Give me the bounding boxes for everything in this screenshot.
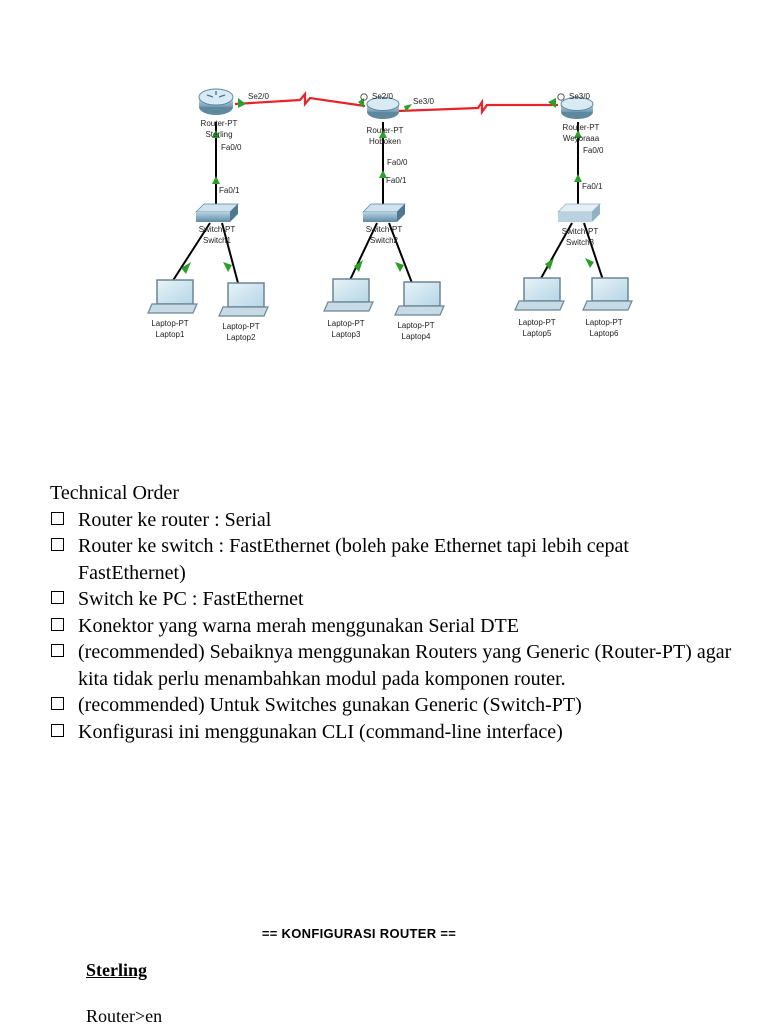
laptop-type-label: Laptop-PT (151, 319, 189, 328)
list-item (50, 586, 740, 613)
switch-type-label: Switch-PT (365, 225, 403, 234)
laptop1-icon[interactable] (148, 280, 197, 313)
router-sterling-icon[interactable] (199, 89, 233, 115)
switch-name-label: Switch2 (369, 236, 399, 245)
list-item (50, 719, 740, 746)
laptop-name-label: Laptop4 (401, 332, 431, 341)
port-markers (181, 98, 594, 274)
laptop5-icon[interactable] (515, 278, 564, 310)
checkbox-icon (51, 538, 64, 551)
laptop2-icon[interactable] (219, 283, 268, 316)
list-item-text: Switch ke PC : FastEthernet (78, 588, 304, 610)
technical-order-title: Technical Order (50, 482, 180, 504)
laptop4-icon[interactable] (395, 282, 444, 315)
list-item (50, 507, 740, 534)
list-item-text: Router ke router : Serial (78, 508, 272, 531)
router-name-label: Sterling (205, 130, 233, 139)
laptop-type-label: Laptop-PT (397, 321, 435, 330)
port-label: Fa0/1 (582, 182, 603, 191)
switch-type-label: Switch-PT (561, 227, 599, 236)
laptop-name-label: Laptop6 (589, 329, 619, 338)
port-label: Se3/0 (413, 97, 434, 106)
router-type-label: Router-PT (366, 126, 404, 135)
config-heading (0, 926, 768, 941)
port-label: Se2/0 (248, 92, 269, 101)
list-item-text: (recommended) Sebaiknya menggunakan Routers yang Generic (Router-PT) agar kita tidak perlu menambahkan modul pada komponen router. (78, 641, 732, 690)
checkbox-icon (51, 512, 64, 525)
laptop-type-label: Laptop-PT (222, 322, 260, 331)
checkbox-icon (51, 591, 64, 604)
list-item-text: Konektor yang warna merah menggunakan Serial DTE (78, 614, 519, 637)
laptop-name-label: Laptop1 (155, 330, 185, 339)
switch1-icon[interactable] (196, 204, 238, 222)
network-topology-diagram (0, 0, 768, 360)
list-item-text: Konfigurasi ini menggunakan CLI (command-line interface) (78, 720, 563, 743)
laptop3-icon[interactable] (324, 279, 373, 311)
switch-type-label: Switch-PT (198, 225, 236, 234)
switch-name-label: Switch3 (565, 238, 595, 247)
checkbox-icon (51, 724, 64, 737)
list-item (50, 613, 740, 640)
router-name-label: Hoboken (368, 137, 402, 146)
router-section-title: Sterling (86, 960, 147, 980)
port-label: Fa0/0 (221, 143, 242, 152)
list-item-text: (recommended) Untuk Switches gunakan Generic (Switch-PT) (78, 694, 582, 716)
checkbox-icon (51, 644, 64, 657)
switch2-icon[interactable] (363, 204, 405, 222)
laptop-type-label: Laptop-PT (518, 318, 556, 327)
switch3-icon[interactable] (558, 204, 600, 222)
port-label: Se3/0 (569, 92, 590, 101)
technical-order-list (50, 507, 740, 746)
port-label: Se2/0 (372, 92, 393, 101)
router-type-label: Router-PT (562, 123, 600, 132)
port-label: Fa0/0 (583, 146, 604, 155)
laptop-name-label: Laptop3 (331, 330, 361, 339)
switch-name-label: Switch1 (202, 236, 232, 245)
checkbox-icon (51, 697, 64, 710)
laptop-type-label: Laptop-PT (327, 319, 365, 328)
list-item-text: Router ke switch : FastEthernet (boleh pake Ethernet tapi lebih cepat FastEthernet) (78, 535, 629, 584)
port-label: Fa0/0 (387, 158, 408, 167)
laptop-name-label: Laptop5 (522, 329, 552, 338)
list-item (50, 533, 740, 586)
port-label: Fa0/1 (219, 186, 240, 195)
laptop-name-label: Laptop2 (226, 333, 256, 342)
port-label: Fa0/1 (386, 176, 407, 185)
laptop6-icon[interactable] (583, 278, 632, 310)
list-item (50, 692, 740, 719)
list-item (50, 639, 740, 692)
cli-command: Router>en (86, 1006, 163, 1026)
router-name-label: Weyoraaa (562, 134, 600, 143)
laptop-type-label: Laptop-PT (585, 318, 623, 327)
checkbox-icon (51, 618, 64, 631)
technical-order-section (50, 480, 740, 745)
router-type-label: Router-PT (200, 119, 238, 128)
config-heading-text: == KONFIGURASI ROUTER == (261, 926, 457, 941)
